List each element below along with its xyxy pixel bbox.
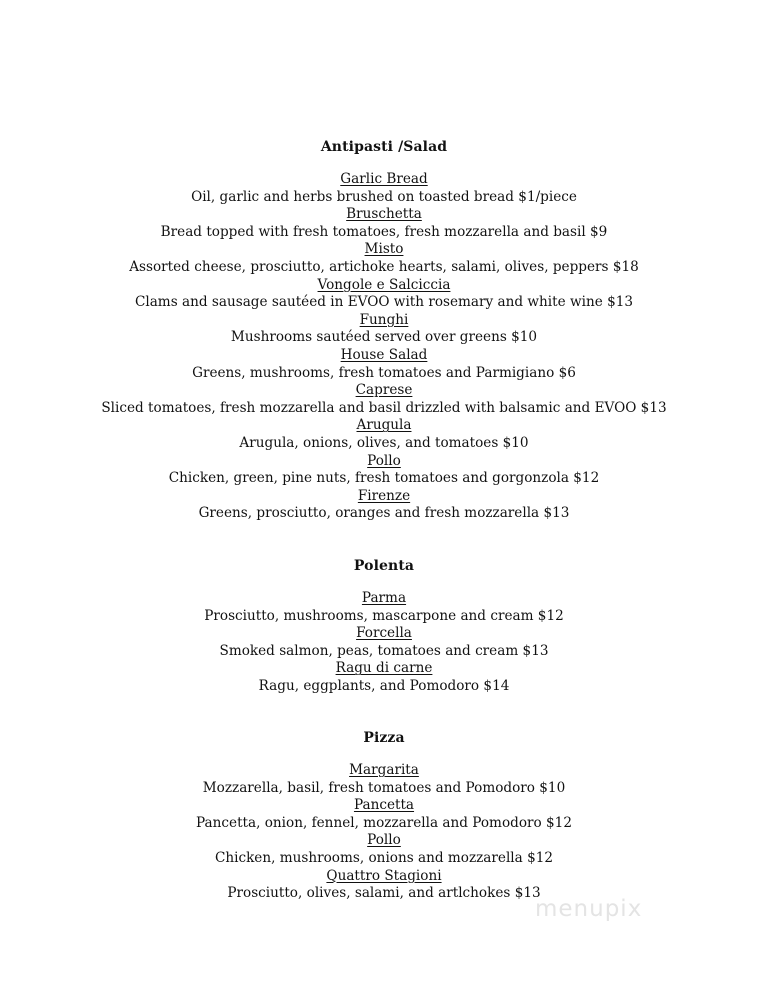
item-name: Bruschetta — [346, 206, 422, 223]
item-description: Oil, garlic and herbs brushed on toasted bread $1/piece — [191, 188, 577, 205]
item-name: Misto — [364, 241, 404, 258]
item-name: Garlic Bread — [340, 171, 428, 187]
item-description: Mozzarella, basil, fresh tomatoes and Pomodoro $10 — [202, 779, 566, 796]
item-name: Pollo — [367, 832, 401, 849]
menu-item — [0, 832, 768, 867]
item-name: Pancetta — [353, 797, 415, 814]
item-description: Sliced tomatoes, fresh mozzarella and basil drizzled with balsamic and EVOO $13 — [101, 399, 667, 416]
menu-item — [0, 171, 768, 206]
item-description: Pancetta, onion, fennel, mozzarella and Pomodoro $12 — [196, 814, 572, 831]
watermark-logo: menupix — [535, 896, 643, 922]
item-name: Parma — [361, 590, 407, 606]
item-description: Mushrooms sautéed served over greens $10 — [230, 329, 538, 346]
section-title: Pizza — [363, 730, 405, 746]
menu-item — [0, 241, 768, 276]
item-name: Ragu di carne — [335, 660, 433, 677]
item-name: Firenze — [357, 487, 411, 504]
item-description: Greens, prosciutto, oranges and fresh mozzarella $13 — [198, 505, 570, 522]
item-name: Margarita — [349, 762, 419, 778]
item-name: Funghi — [359, 311, 409, 328]
item-description: Arugula, onions, olives, and tomatoes $10 — [239, 434, 529, 451]
menu-item — [0, 488, 768, 523]
menu-item — [0, 206, 768, 241]
item-description: Prosciutto, olives, salami, and artlchokes $13 — [227, 885, 541, 902]
item-name: Arugula — [356, 417, 412, 434]
menu-item — [0, 347, 768, 382]
item-description: Greens, mushrooms, fresh tomatoes and Parmigiano $6 — [192, 364, 576, 381]
menu-item — [0, 382, 768, 417]
section-title: Polenta — [353, 558, 415, 574]
item-name: Forcella — [356, 625, 412, 642]
item-description: Ragu, eggplants, and Pomodoro $14 — [258, 677, 510, 694]
item-name: Pollo — [367, 452, 401, 469]
item-description: Smoked salmon, peas, tomatoes and cream $13 — [219, 642, 549, 659]
menu-item — [0, 277, 768, 312]
menu-item — [0, 660, 768, 695]
item-name: House Salad — [340, 346, 428, 363]
item-name: Vongole e Salciccia — [317, 276, 451, 293]
item-description: Clams and sausage sautéed in EVOO with rosemary and white wine $13 — [134, 294, 634, 311]
section-polenta — [0, 557, 768, 696]
item-description: Bread topped with fresh tomatoes, fresh mozzarella and basil $9 — [160, 223, 608, 240]
menu-item — [0, 868, 768, 903]
menu-item — [0, 417, 768, 452]
menu-item — [0, 762, 768, 797]
section-pizza — [0, 729, 768, 903]
item-description: Prosciutto, mushrooms, mascarpone and cream $12 — [204, 607, 564, 624]
menu-item — [0, 797, 768, 832]
section-antipasti-salad — [0, 138, 768, 523]
item-description: Chicken, green, pine nuts, fresh tomatoes and gorgonzola $12 — [168, 470, 600, 487]
section-title: Antipasti /Salad — [320, 139, 448, 155]
menu-item — [0, 625, 768, 660]
item-description: Chicken, mushrooms, onions and mozzarella $12 — [214, 849, 554, 866]
menu-item — [0, 312, 768, 347]
menu-item — [0, 453, 768, 488]
menu-item — [0, 590, 768, 625]
item-name: Quattro Stagioni — [326, 867, 442, 884]
item-name: Caprese — [355, 382, 413, 399]
item-description: Assorted cheese, prosciutto, artichoke hearts, salami, olives, peppers $18 — [129, 258, 639, 275]
